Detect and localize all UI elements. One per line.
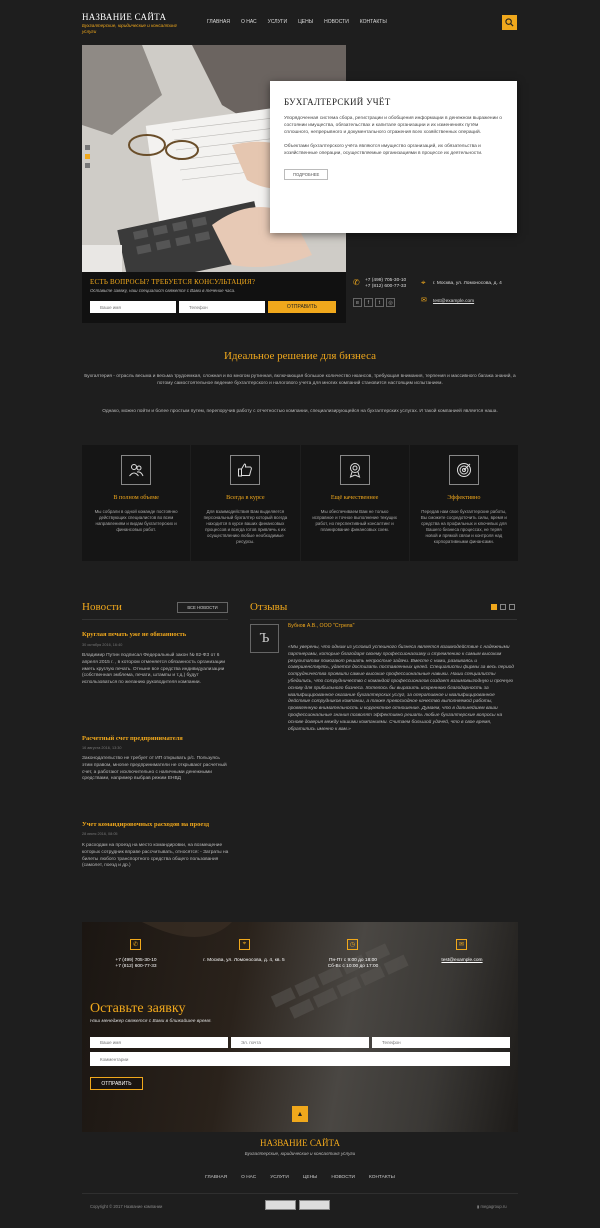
counter-badge[interactable]	[265, 1200, 296, 1210]
feature-title: Эффективно	[447, 494, 481, 501]
reviews-divider	[250, 619, 517, 620]
feature-card	[82, 445, 190, 561]
review-text: «Мы уверены, что одним из условий успешного бизнеса является взаимодействие с надежными партнерами, которые благодаря своему профессионализму и стремлению к самым высоким результатам помогают решать непростые задачи. Вместе с ними, развиваясь и совершенствуясь, удается достигать поставленных целей. Специалисты фирмы за весь период сотрудничества проявили самые высокие профессиональные навыки. Наши специалисты убедились, что сотрудничество с командой профессионалов создает взаимовыгодную и прочную основу для прибыльного бизнеса. Хотелось бы выразить искреннюю благодарность за квалифицированное оказание бухгалтерских услуг, за оперативное и квалифицированное действие сотрудников компании, а также превосходное качество выполняемой работы, проявленную внимательность и корректное отношение. Думаем, что в дальнейшем ваши профессиональные знания позволят эффективно решать любые бухгалтерские вопросы на основе доверия между нашими компаниями. Считаем большой удачей, что в свое время, обратились именно к вам.»	[288, 645, 514, 732]
news-item-text: К расходам на проезд на место командировки, на возмещение которых сотрудник вправе рассчитывать, относятся: - Затраты на билеты любого транспортного средства общего пользования (самолет, поезд и др.)	[82, 843, 229, 869]
contact-phone-2[interactable]: +7 (812) 600-77-33	[365, 284, 407, 289]
footer-copyright: Copyright © 2017 Название компании	[90, 1204, 163, 1209]
news-item-title[interactable]: Расчетный счет предпринимателя	[82, 735, 183, 742]
hero-slider-dots	[85, 145, 90, 168]
order-submit-button[interactable]: ОТПРАВИТЬ	[90, 1077, 143, 1090]
ideal-paragraph-1: Бухгалтерия - отрасль весьма и весьма трудоемкая, сложная и во многом рутинная, включающая большое количество нюансов, требующая внимания, терпения и массивного багажа знаний, а потому самостоятельное ведение бухгалтерского и налогового учета для многих компаний становится настоящим испытанием.	[84, 374, 516, 387]
target-icon	[449, 455, 479, 485]
instagram-icon[interactable]: ◎	[386, 298, 395, 307]
order-phone-2[interactable]: +7 (812) 600-77-33	[115, 963, 157, 969]
feature-text: Мы собрали в одной команде постоянно действующих специалистов во всем направлениям и видам бухгалтерских и финансовых работ.	[94, 509, 178, 532]
vk-icon[interactable]: в	[353, 298, 362, 307]
news-item-text: Законодательство не требует от ИП открывать р/с. Пользуясь этим правом, многие предприниматели не открывают расчетный счет, а работают исключительно с наличными денежными средствами, например выбрав режим ЕНВД	[82, 756, 227, 782]
footer-nav	[0, 1175, 600, 1180]
ideal-title: Идеальное решение для бизнеса	[223, 350, 376, 362]
location-icon: ⌖	[239, 939, 250, 950]
footer-developer-label: megagroup.ru	[480, 1204, 507, 1209]
order-phone-1[interactable]: +7 (499) 705-30-10	[115, 958, 157, 963]
features-row	[82, 445, 518, 561]
contact-phones	[365, 278, 406, 290]
contact-email[interactable]: test@example.com	[433, 299, 475, 304]
review-author: Бубнов А.В., ООО "Стрела"	[288, 623, 355, 629]
feature-text: Мы обеспечиваем Вам не только исправное и точное выполнение текущих работ, но перспективный консалтинг и планирование финансовых схем.	[312, 509, 397, 532]
hero-title: БУХГАЛТЕРСКИЙ УЧЁТ	[284, 97, 391, 107]
clock-icon: ◷	[347, 939, 358, 950]
feature-card	[191, 445, 299, 561]
mail-icon: ✉	[456, 939, 467, 950]
footer-counters	[265, 1200, 330, 1210]
review-dot[interactable]	[500, 604, 506, 610]
reviews-slider-dots	[491, 604, 515, 610]
news-item-date: 16 августа 2016, 13:30	[82, 746, 122, 750]
users-icon	[121, 455, 151, 485]
mail-icon: ✉	[421, 297, 427, 304]
site-tagline: Бухгалтерские, юридические и консалтинг услуги	[82, 23, 177, 34]
site-title[interactable]: НАЗВАНИЕ САЙТА	[82, 12, 167, 22]
search-button[interactable]	[502, 15, 517, 30]
order-email[interactable]: test@example.com	[441, 958, 483, 963]
consult-name-input[interactable]	[90, 301, 176, 313]
news-title: Новости	[82, 601, 122, 613]
review-avatar: Ъ	[250, 624, 279, 653]
footer-site-title[interactable]: НАЗВАНИЕ САЙТА	[259, 1138, 341, 1148]
order-title: Оставьте заявку	[90, 1001, 186, 1016]
footer-nav-news[interactable]: НОВОСТИ	[331, 1175, 355, 1180]
hero-paragraph-2: Объектами бухгалтерского учёта являются имущество организаций, их обязательства и хозяйственные операции, осуществляемые организациями в процессе их деятельности.	[284, 143, 483, 156]
main-nav	[207, 19, 387, 25]
order-name-input[interactable]	[90, 1037, 228, 1048]
feature-card	[410, 445, 518, 561]
contact-address: г. Москва, ул. Ломоносова, д. 4	[433, 281, 502, 286]
nav-item-contacts[interactable]: КОНТАКТЫ	[359, 19, 387, 25]
hero-card	[270, 81, 517, 233]
scroll-up-button[interactable]	[292, 1106, 308, 1122]
consult-subtitle: Оставьте заявку, наш специалист свяжется с Вами в течение часа.	[90, 288, 236, 293]
news-item-title[interactable]: Учет командировочных расходов на проезд	[82, 821, 210, 828]
order-address: г. Москва, ул. Ломоносова, д. 4, кв. 5	[203, 958, 285, 963]
nav-item-prices[interactable]: ЦЕНЫ	[298, 19, 314, 25]
location-icon: ⌖	[421, 278, 426, 287]
news-item-date: 28 июля 2016, 08:05	[82, 832, 118, 836]
review-dot-active[interactable]	[491, 604, 497, 610]
developer-logo-icon: ▮	[477, 1204, 481, 1209]
more-button[interactable]: ПОДРОБНЕЕ	[284, 169, 328, 180]
footer-developer-link[interactable]	[477, 1204, 507, 1209]
feature-title: Ещё качественнее	[330, 494, 379, 501]
phone-icon: ✆	[130, 939, 141, 950]
reviews-title: Отзывы	[250, 601, 288, 613]
thumbs-up-icon	[230, 455, 260, 485]
search-icon	[505, 18, 514, 27]
order-hours-weekend: Сб-Вс с 10:00 до 17:00	[327, 963, 379, 969]
consult-phone-input[interactable]	[179, 301, 265, 313]
nav-item-home[interactable]: ГЛАВНАЯ	[207, 19, 230, 25]
order-phones	[100, 958, 172, 970]
footer-nav-prices[interactable]: ЦЕНЫ	[302, 1175, 318, 1180]
order-email-input[interactable]	[231, 1037, 369, 1048]
order-phone-input[interactable]	[372, 1037, 510, 1048]
order-hours	[318, 958, 388, 970]
feature-title: Всегда в курсе	[226, 494, 265, 501]
consult-form	[90, 301, 338, 313]
footer-nav-services[interactable]: УСЛУГИ	[270, 1175, 289, 1180]
award-icon	[340, 455, 370, 485]
social-links	[353, 298, 395, 307]
review-dot[interactable]	[509, 604, 515, 610]
news-item-title[interactable]: Круглая печать уже не обязанность	[82, 631, 187, 638]
consult-submit-button[interactable]: ОТПРАВИТЬ	[268, 301, 336, 313]
slider-dot-active[interactable]	[85, 154, 90, 159]
slider-dot[interactable]	[85, 163, 90, 168]
twitter-icon[interactable]: t	[375, 298, 384, 307]
nav-item-services[interactable]: УСЛУГИ	[267, 19, 288, 25]
news-item-date: 30 октября 2016, 16:40	[82, 643, 123, 647]
slider-dot[interactable]	[85, 145, 90, 150]
contact-phone-1[interactable]: +7 (499) 705-30-10	[365, 278, 407, 283]
ideal-paragraph-2: Однако, можно пойти и более простым путем, перепоручив работу с отчетностью компании, специализирующейся на бухгалтерских услугах. И такой компанией является наша.	[102, 409, 498, 414]
facebook-icon[interactable]: f	[364, 298, 373, 307]
all-news-button[interactable]: ВСЕ НОВОСТИ	[177, 602, 228, 613]
footer-nav-about[interactable]: О НАС	[241, 1175, 257, 1180]
footer-tagline: Бухгалтерские, юридические и консалтинг услуги	[244, 1151, 356, 1156]
order-comment-input[interactable]	[90, 1052, 510, 1066]
consultation-bar	[82, 272, 346, 323]
feature-text: Для взаимодействия Вам выделяется персональный бухгалтер который всегда находится в курсе ваших финансовых процессов и всегда готов привлечь к их осуществлению любые необходимые ресурсы.	[203, 509, 288, 544]
footer-divider	[82, 1193, 518, 1194]
nav-item-news[interactable]: НОВОСТИ	[324, 19, 349, 25]
phone-icon: ✆	[353, 278, 360, 287]
order-subtitle: Наш менеджер свяжется с Вами в ближайшее время.	[90, 1019, 212, 1024]
order-section-background	[82, 922, 518, 1132]
footer-nav-home[interactable]: ГЛАВНАЯ	[205, 1175, 228, 1180]
footer-nav-contacts[interactable]: КОНТАКТЫ	[368, 1175, 395, 1180]
feature-title: В полном объеме	[113, 494, 159, 501]
counter-badge[interactable]	[299, 1200, 330, 1210]
feature-card	[301, 445, 409, 561]
chevron-up-icon: ▲	[296, 1110, 304, 1118]
consult-title: ЕСТЬ ВОПРОСЫ? ТРЕБУЕТСЯ КОНСУЛЬТАЦИЯ?	[90, 278, 256, 286]
news-divider	[82, 619, 228, 620]
feature-text: Передав нам свое бухгалтерские работы, Вы сможете сосредоточить силы, время и средства на профильных и ключевых для Вашего бизнеса процессах, не теряя новой и прямой связи и контроля над корпоративными финансами.	[420, 509, 507, 544]
order-hours-weekdays: Пн-Пт с 9:00 до 18:00	[329, 958, 377, 963]
hero-paragraph-1: Упорядоченная система сбора, регистрации и обобщения информации в денежном выражении о состоянии имущества, обязательствах и капитале организации и их изменениях путём сплошного, непрерывного и документального отражения всех хозяйственных операций.	[284, 116, 502, 136]
nav-item-about[interactable]: О НАС	[240, 19, 257, 25]
news-item-text: Владимир Путин подписал Федеральный закон № 82-ФЗ от 6 апреля 2015 г. , в котором отменяется обязанность организации иметь круглую печать. Отныне все средства индивидуализации (собственная эмблема, печати, штампы и т.д.) будут использоваться по желанию руководителя компании.	[82, 653, 226, 686]
